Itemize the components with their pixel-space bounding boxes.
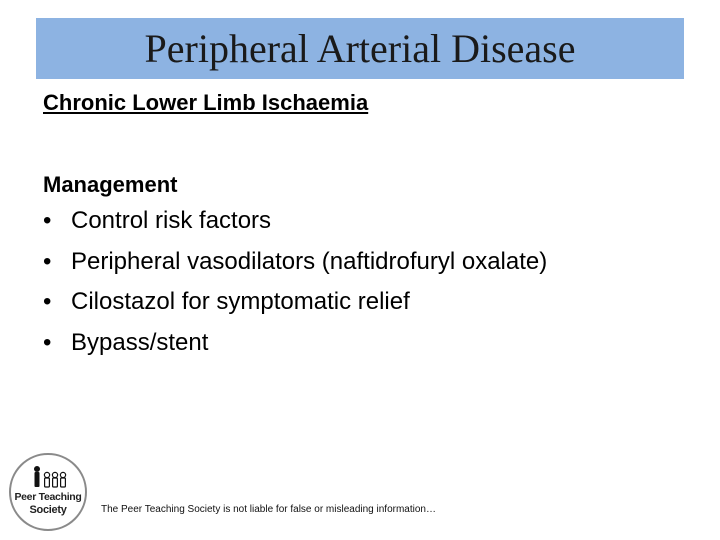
title-bar <box>36 18 684 79</box>
bullet-item <box>43 207 547 248</box>
footer-disclaimer: The Peer Teaching Society is not liable for false or misleading information… <box>101 504 436 515</box>
bullet-marker: • <box>43 288 52 315</box>
bullet-item <box>43 288 547 329</box>
bullet-text: Peripheral vasodilators (naftidrofuryl oxalate) <box>71 247 548 275</box>
bullet-item <box>43 248 547 289</box>
logo-text-line1: Peer Teaching <box>14 491 82 503</box>
bullet-list <box>43 207 547 369</box>
bullet-text: Cilostazol for symptomatic relief <box>71 288 410 315</box>
logo-text-line2: Society <box>29 504 67 516</box>
slide-subtitle: Chronic Lower Limb Ischaemia <box>43 90 369 115</box>
bullet-item <box>43 329 547 370</box>
section-heading: Management <box>43 172 178 197</box>
slide-title: Peripheral Arterial Disease <box>144 26 576 71</box>
peer-teaching-society-logo <box>9 453 87 531</box>
bullet-marker: • <box>43 328 52 356</box>
bullet-marker: • <box>43 207 52 234</box>
bullet-marker: • <box>43 247 52 275</box>
bullet-text: Control risk factors <box>71 207 272 234</box>
bullet-text: Bypass/stent <box>71 328 209 356</box>
